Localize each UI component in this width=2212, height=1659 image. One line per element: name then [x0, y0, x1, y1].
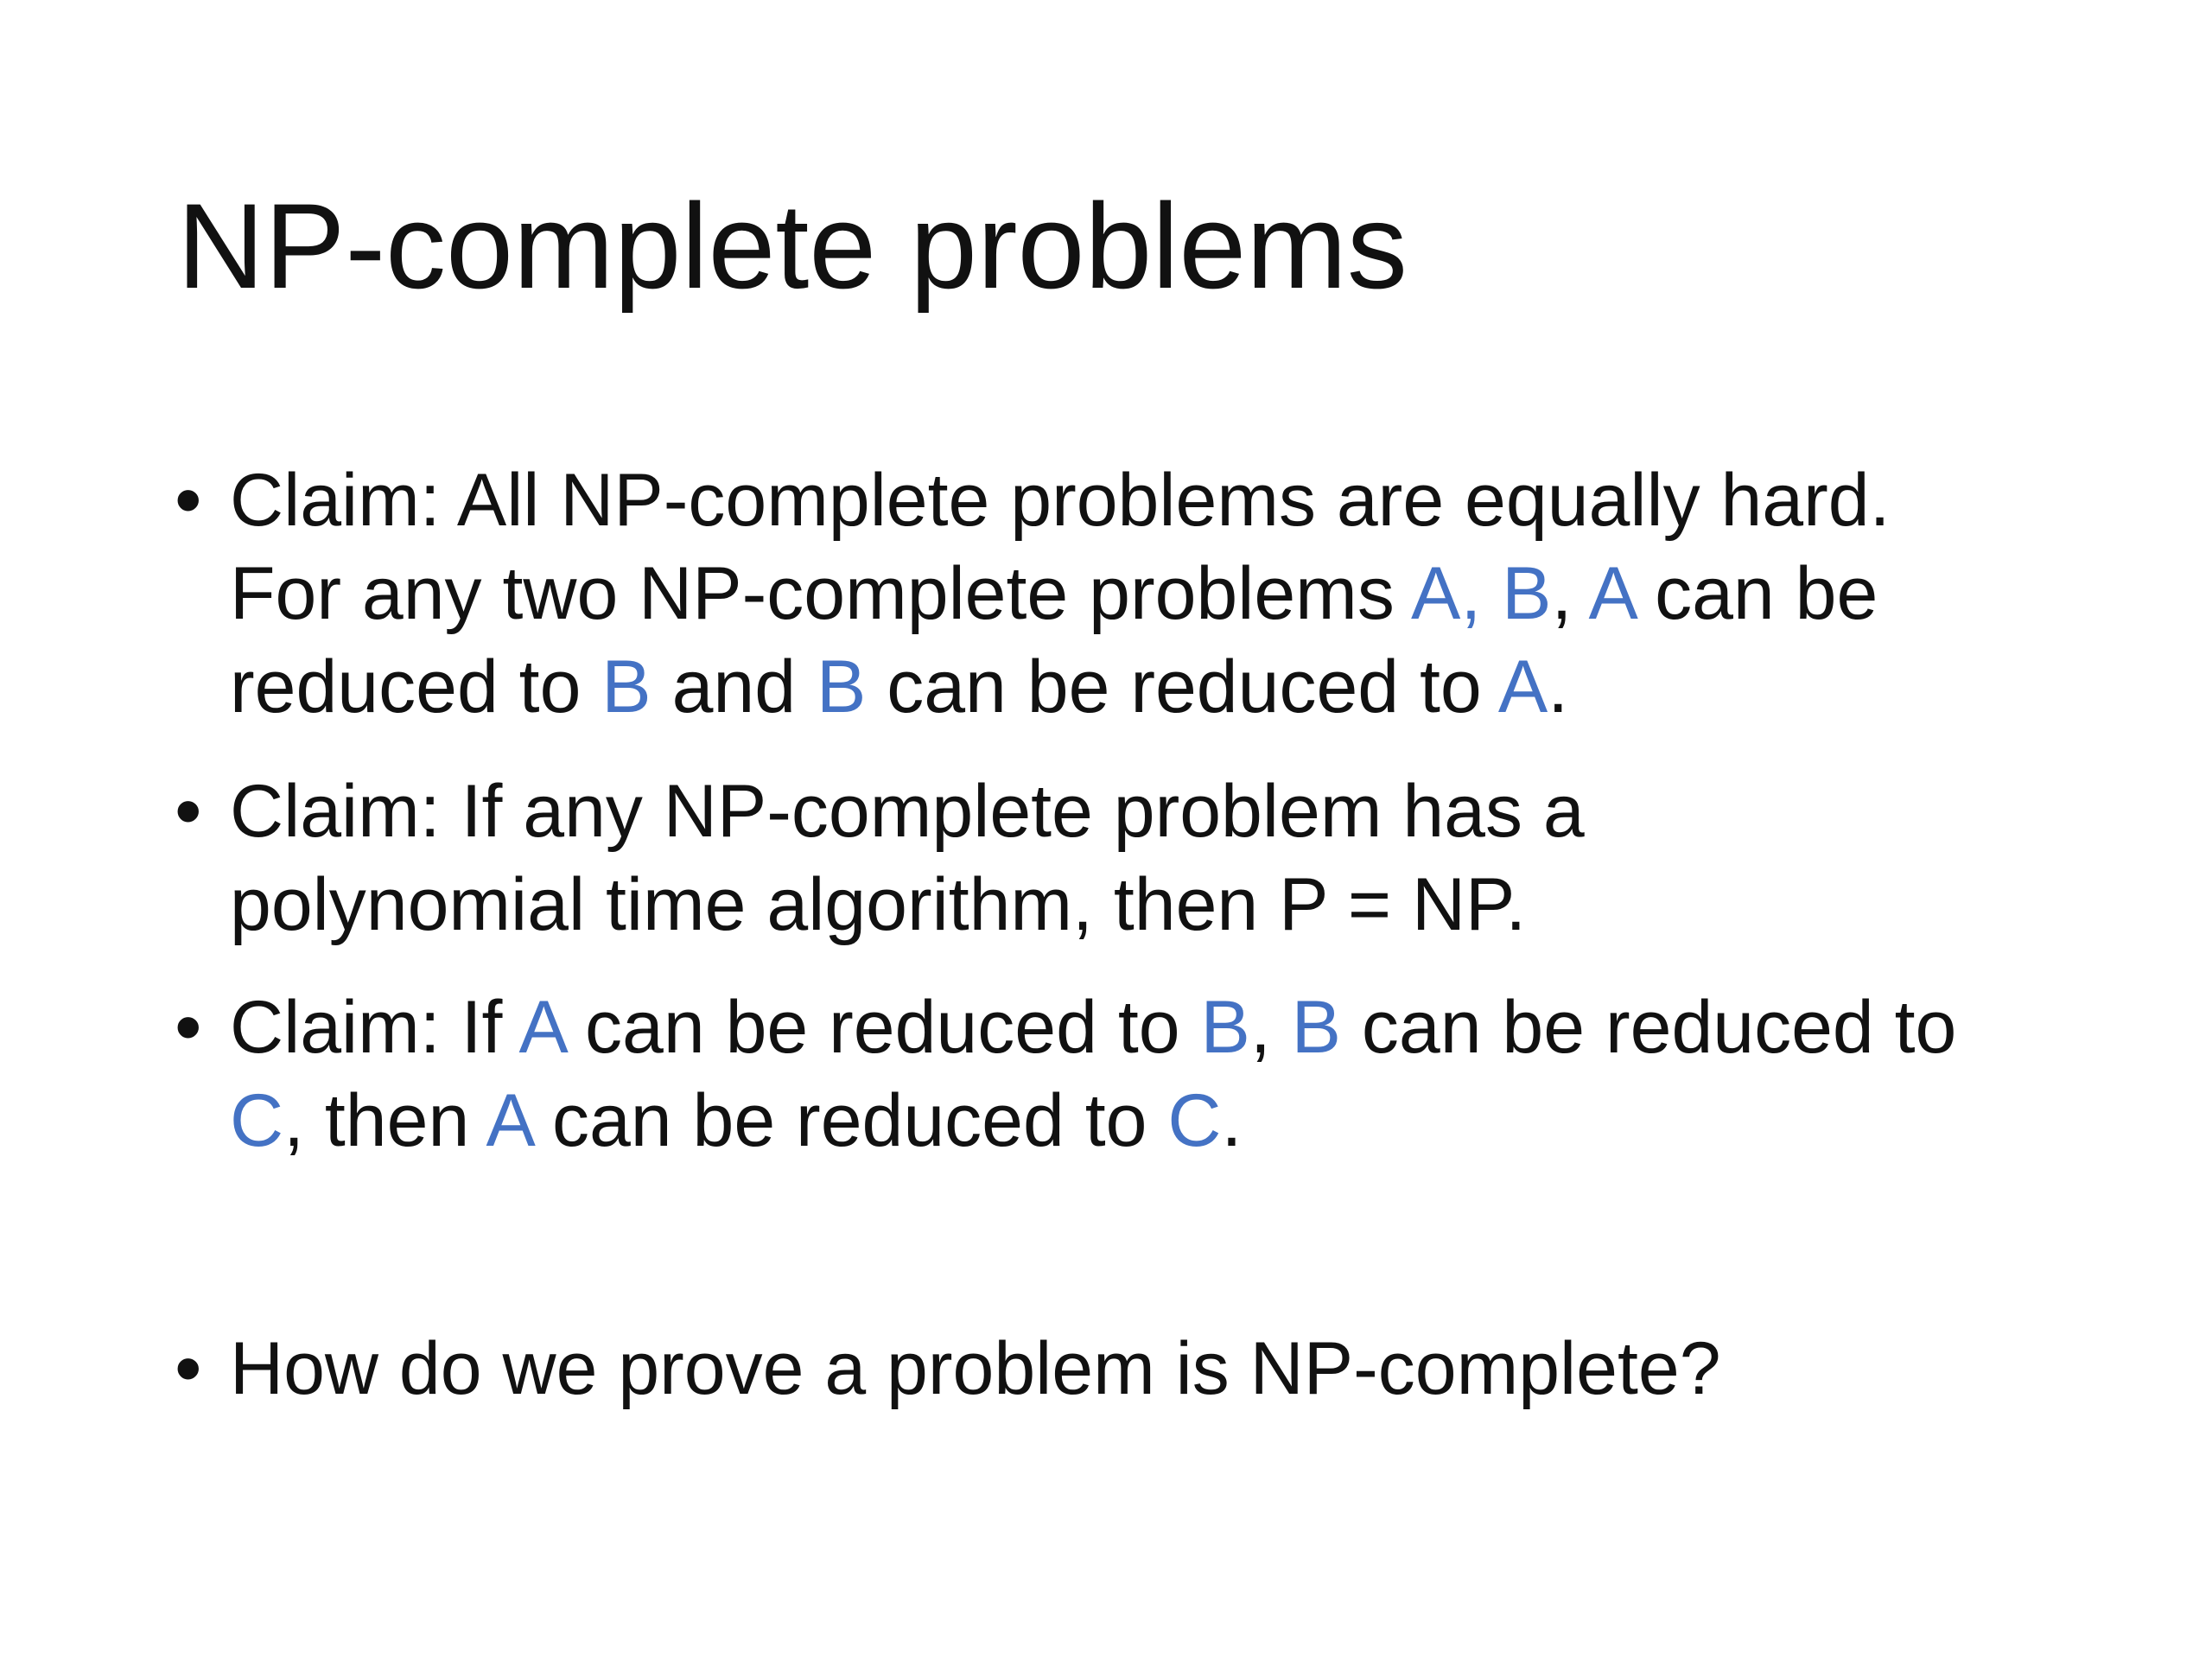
bullet-line: [230, 640, 2101, 734]
bullet-text: [230, 981, 2101, 1167]
text-run: .: [1548, 645, 1569, 728]
highlighted-variable: A: [1497, 645, 1548, 728]
highlighted-variable: A: [486, 1079, 532, 1162]
highlighted-variable: A: [1588, 552, 1635, 635]
bullet-line: [230, 547, 2101, 640]
text-run: can be: [1634, 552, 1878, 635]
bullet-marker: •: [175, 984, 202, 1071]
text-run: reduced to: [230, 645, 602, 728]
text-run: and: [651, 645, 817, 728]
bullet-text: [230, 765, 2101, 951]
highlighted-variable: B: [816, 645, 867, 728]
text-run: Claim: If: [230, 986, 519, 1069]
text-run: Claim: All NP-complete problems are equally hard.: [230, 459, 1891, 542]
bullet-text: [230, 1322, 2101, 1415]
bullet-line: [230, 858, 2101, 951]
text-run: can be reduced to: [564, 986, 1201, 1069]
text-run: can be reduced to: [866, 645, 1498, 728]
bullet-item: [175, 981, 2101, 1167]
text-run: ,: [1551, 552, 1589, 635]
bullet-item: [175, 1322, 2101, 1415]
highlighted-variable: B: [601, 645, 652, 728]
text-run: How do we prove a problem is NP-complete?: [230, 1327, 1721, 1410]
bullet-marker: •: [175, 457, 202, 543]
highlighted-variable: B: [1200, 986, 1250, 1069]
bullet-item: [175, 454, 2101, 734]
bullet-marker: •: [175, 768, 202, 855]
bullet-line: [230, 981, 2101, 1074]
bullet-line: [230, 1322, 2101, 1415]
bullet-line: [230, 1074, 2101, 1167]
bullet-item: [175, 765, 2101, 951]
bullet-marker: •: [175, 1325, 202, 1412]
text-run: , then: [283, 1079, 486, 1162]
text-run: .: [1221, 1079, 1243, 1162]
highlighted-variable: A, B: [1410, 552, 1552, 635]
bullet-line: [230, 765, 2101, 858]
highlighted-variable: B: [1291, 986, 1341, 1069]
highlighted-variable: A: [518, 986, 565, 1069]
text-run: ,: [1249, 986, 1292, 1069]
bullet-text: [230, 454, 2101, 734]
text-run: Claim: If any NP-complete problem has a: [230, 770, 1585, 853]
bullet-line: [230, 454, 2101, 547]
highlighted-variable: C: [230, 1079, 284, 1162]
text-run: For any two NP-complete problems: [230, 552, 1411, 635]
text-run: can be reduced to: [531, 1079, 1168, 1162]
highlighted-variable: C: [1167, 1079, 1222, 1162]
text-run: polynomial time algorithm, then P = NP.: [230, 863, 1527, 946]
slide-title: NP-complete problems: [177, 178, 1408, 314]
text-run: can be reduced to: [1340, 986, 1957, 1069]
